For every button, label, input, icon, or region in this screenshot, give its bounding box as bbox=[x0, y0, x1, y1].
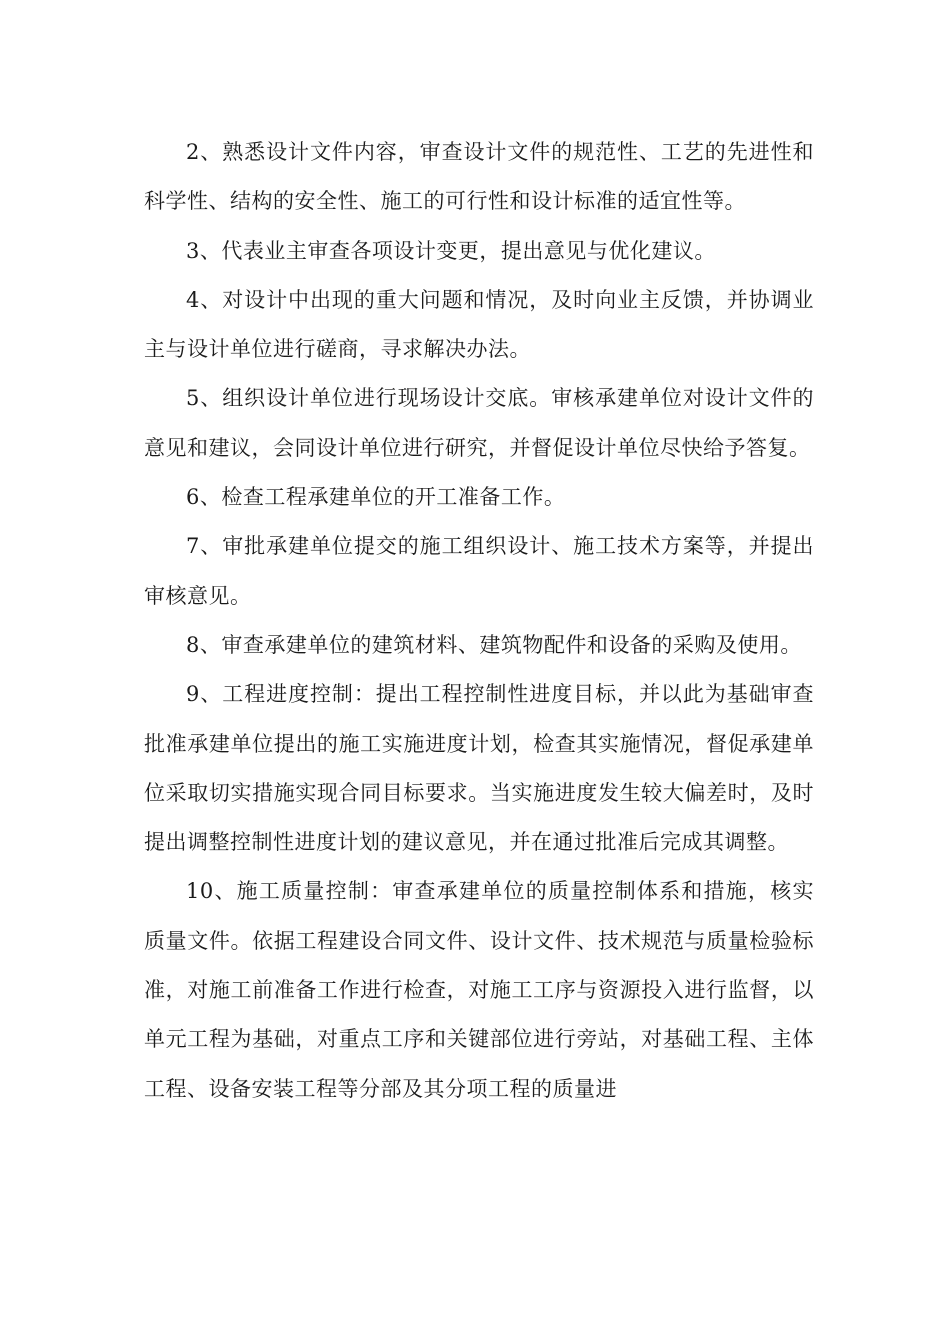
paragraph-item-5: 5、组织设计单位进行现场设计交底。审核承建单位对设计文件的意见和建议，会同设计单位进行研究，并督促设计单位尽快给予答复。 bbox=[144, 386, 814, 460]
paragraph-item-4: 4、对设计中出现的重大问题和情况，及时向业主反馈，并协调业主与设计单位进行磋商，寻求解决办法。 bbox=[144, 287, 814, 362]
paragraph-item-7: 7、审批承建单位提交的施工组织设计、施工技术方案等，并提出审核意见。 bbox=[144, 534, 814, 608]
paragraph-item-9: 9、工程进度控制：提出工程控制性进度目标，并以此为基础审查批准承建单位提出的施工实施进度计划，检查其实施情况，督促承建单位采取切实措施实现合同目标要求。当实施进度发生较大偏差时，及时提出调整控制性进度计划的建议意见，并在通过批准后完成其调整。 bbox=[144, 682, 814, 855]
paragraph-item-6: 6、检查工程承建单位的开工准备工作。 bbox=[186, 485, 566, 510]
paragraph-item-8: 8、审查承建单位的建筑材料、建筑物配件和设备的采购及使用。 bbox=[186, 632, 802, 657]
paragraph-item-2: 2、熟悉设计文件内容，审查设计文件的规范性、工艺的先进性和科学性、结构的安全性、施工的可行性和设计标准的适宜性等。 bbox=[144, 140, 814, 214]
document-body bbox=[144, 128, 814, 1114]
paragraph-item-10: 10、施工质量控制：审查承建单位的质量控制体系和措施，核实质量文件。依据工程建设合同文件、设计文件、技术规范与质量检验标准，对施工前准备工作进行检查，对施工工序与资源投入进行监督，以单元工程为基础，对重点工序和关键部位进行旁站，对基础工程、主体工程、设备安装工程等分部及其分项工程的质量进 bbox=[144, 879, 814, 1101]
paragraph-item-3: 3、代表业主审查各项设计变更，提出意见与优化建议。 bbox=[186, 238, 716, 263]
